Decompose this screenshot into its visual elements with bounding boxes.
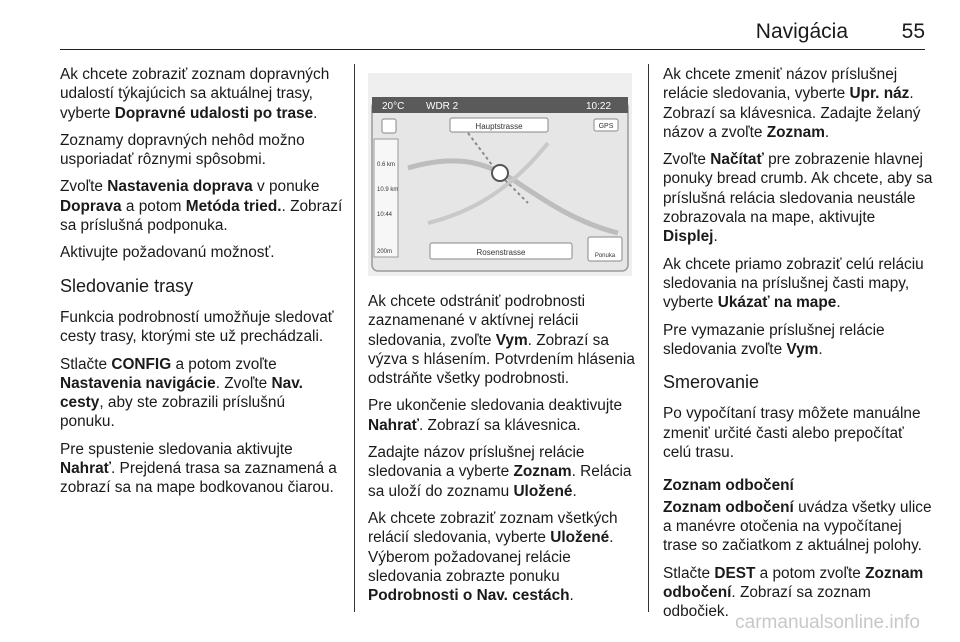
subsection-heading: Zoznam odbočení <box>663 477 794 495</box>
paragraph: Zadajte názov príslušnej relácie sledovania a vyberte Zoznam. Relácia sa uloží do zoznamu Uložené. <box>368 444 632 500</box>
radio-station: WDR 2 <box>426 101 459 112</box>
distance-2: 10.9 km <box>377 187 399 193</box>
paragraph: Stlačte DEST a potom zvoľte Zoznam odbočení. Zobrazí sa zoznam odbočiek. <box>663 564 924 621</box>
paragraph: Po vypočítaní trasy môžete manuálne zmeniť určité časti alebo prepočítať celú trasu. <box>663 405 921 462</box>
temperature: 20°C <box>382 101 405 112</box>
column-1 <box>60 65 344 506</box>
paragraph: Pre spustenie sledovania aktivujte Nahrať. Prejdená trasa sa zaznamená a zobrazí sa na mape bodkovanou čiarou. <box>60 440 337 497</box>
page-number: 55 <box>901 20 925 43</box>
paragraph: Zvoľte Nastavenia doprava v ponuke Doprava a potom Metóda tried.. Zobrazí sa príslušná podponuka. <box>60 178 343 235</box>
paragraph: Zvoľte Načítať pre zobrazenie hlavnej ponuky bread crumb. Ak chcete, aby sa príslušná relácia sledovania neustále zobrazovala na mape, aktivujte Displej. <box>663 151 933 246</box>
section-heading: Sledovanie trasy <box>60 275 194 296</box>
watermark: carmanualsonline.info <box>735 612 920 633</box>
page-header <box>0 0 960 52</box>
info-panel <box>374 139 398 257</box>
map-scale: 200m <box>377 249 393 255</box>
position-arrow-icon <box>492 165 508 181</box>
gps-label: GPS <box>598 123 614 130</box>
paragraph: Stlačte CONFIG a potom zvoľte Nastavenia navigácie. Zvoľte Nav. cesty, aby ste zobrazili príslušnú ponuku. <box>60 355 303 431</box>
column-2 <box>368 292 640 613</box>
home-icon <box>382 119 396 133</box>
paragraph: Pre ukončenie sledovania deaktivujte Nahrať. Zobrazí sa klávesnica. <box>368 397 623 434</box>
paragraph: Ak chcete odstrániť podrobnosti zaznamenané v aktívnej relácii sledovania, zvoľte Vym. Zobrazí sa výzva s hlásením. Potvrdením hlásenia odstráňte všetky podrobnosti. <box>368 293 635 388</box>
paragraph: Ak chcete zobraziť zoznam dopravných udalostí týkajúcich sa aktuálnej trasy, vyberte Dopravné udalosti po trase. <box>60 66 330 122</box>
menu-button-label: Ponuka <box>594 253 616 259</box>
navigation-screen-figure <box>368 73 632 276</box>
eta: 10:44 <box>377 212 393 218</box>
paragraph: Funkcia podrobností umožňuje sledovať cesty trasy, ktorými ste už prechádzali. <box>60 308 334 346</box>
paragraph: Ak chcete zmeniť názov príslušnej relácie sledovania, vyberte Upr. náz. Zobrazí sa klávesnica. Zadajte želaný názov a zvoľte Zoznam. <box>663 66 921 141</box>
paragraph: Zoznamy dopravných nehôd možno usporiadať rôznymi spôsobmi. <box>60 131 305 169</box>
section-title: Navigácia <box>755 20 848 43</box>
distance-1: 0.6 km <box>377 162 396 168</box>
column-divider-right <box>648 64 649 612</box>
column-3 <box>663 65 933 629</box>
street-top: Hauptstrasse <box>475 122 523 131</box>
paragraph: Ak chcete priamo zobraziť celú reláciu sledovania na príslušnej časti mapy, vyberte Ukázať na mape. <box>663 255 924 312</box>
header-rule <box>60 49 925 50</box>
paragraph: Zoznam odbočení uvádza všetky ulice a manévre otočenia na vypočítanej trase so začiatkom z aktuálnej polohy. <box>663 498 932 555</box>
column-divider-left <box>354 64 355 612</box>
navigation-screen-image <box>368 73 632 276</box>
street-bottom: Rosenstrasse <box>476 248 526 257</box>
clock: 10:22 <box>586 101 612 112</box>
section-heading: Smerovanie <box>663 372 760 393</box>
paragraph: Pre vymazanie príslušnej relácie sledovania zvoľte Vym. <box>663 321 885 358</box>
paragraph: Ak chcete zobraziť zoznam všetkých relácií sledovania, vyberte Uložené. Výberom požadovanej relácie sledovania zobrazte ponuku Podrobnosti o Nav. cestách. <box>368 509 618 605</box>
paragraph: Aktivujte požadovanú možnosť. <box>60 244 275 262</box>
